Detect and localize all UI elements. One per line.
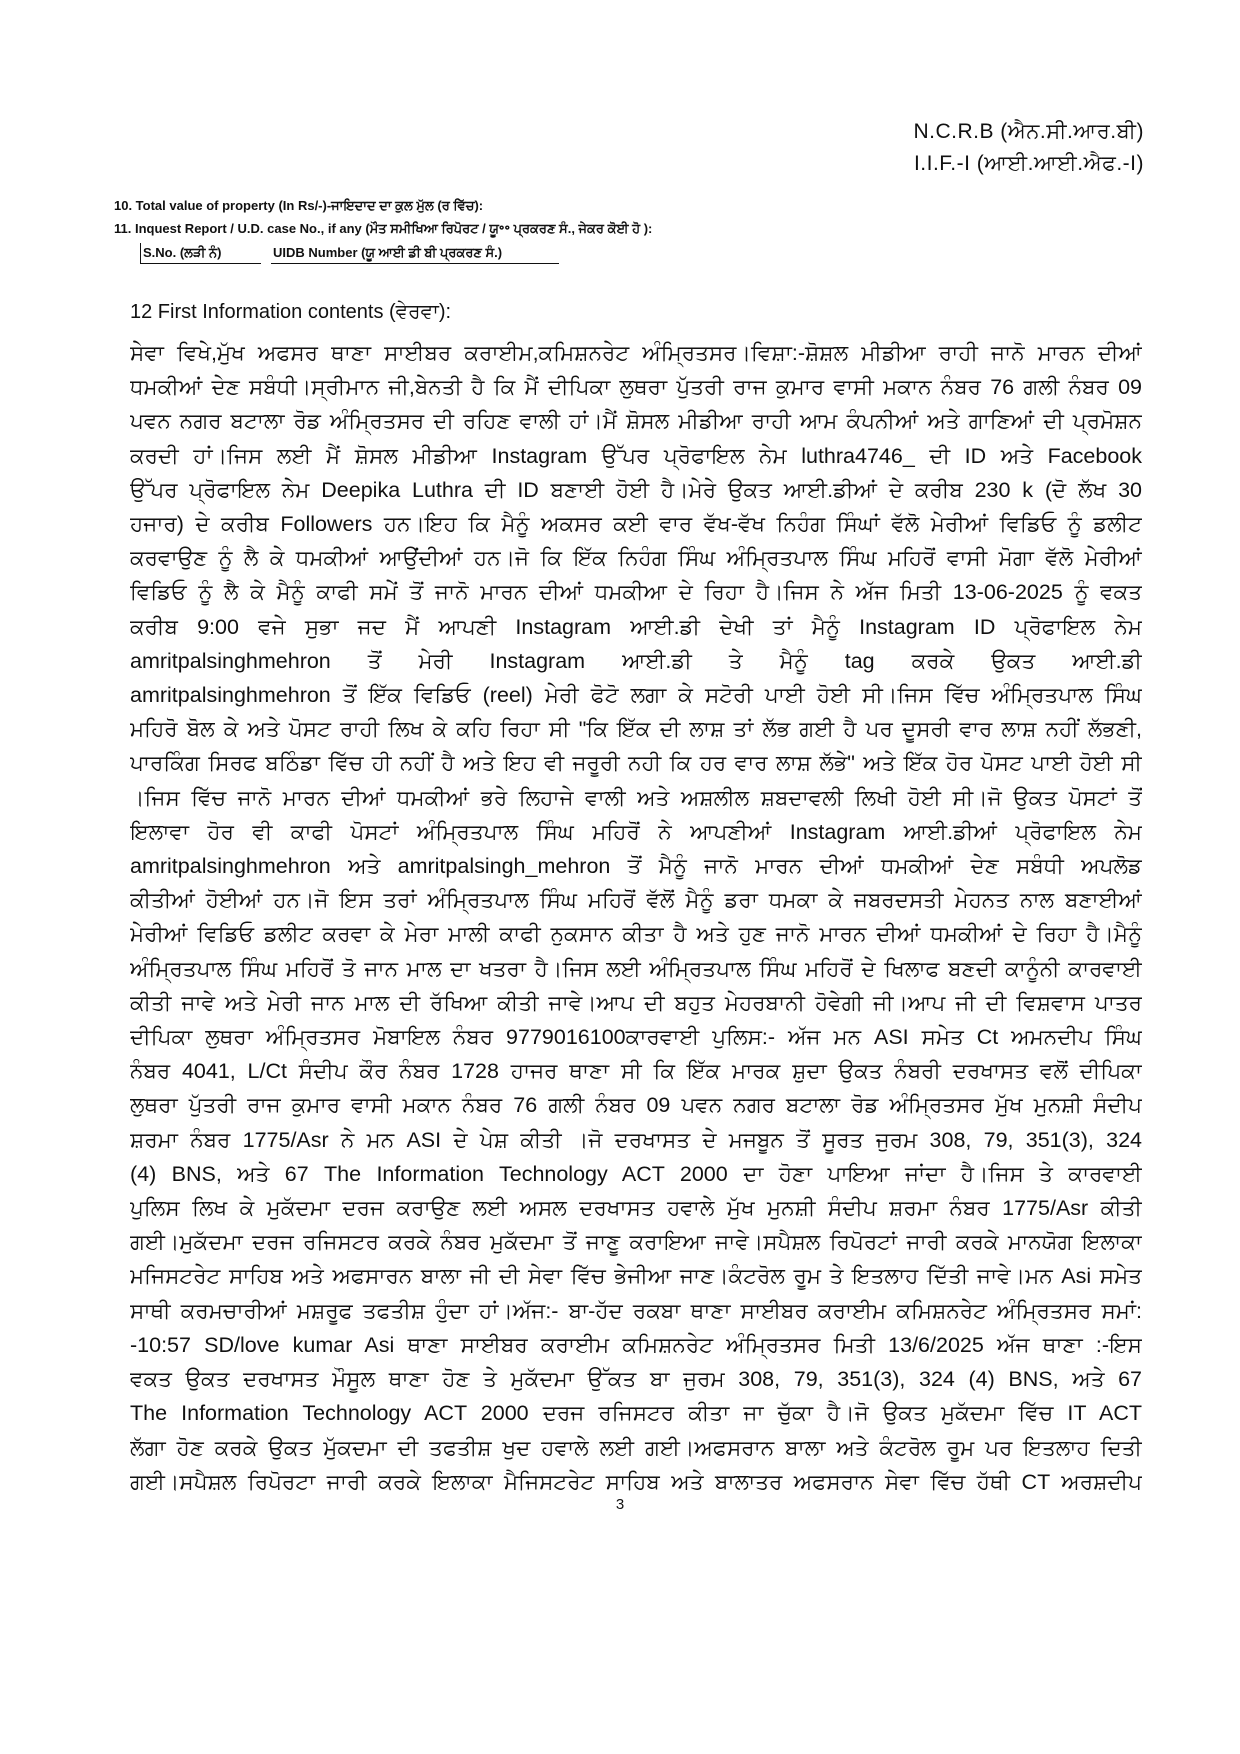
content-line: ਕਰਵਾਉਣ ਨੂੰ ਲੈ ਕੇ ਧਮਕੀਆਂ ਆਉਂਦੀਆਂ ਹਨ।ਜੋ ਕਿ ਇੱਕ ਨਿਹੰਗ ਸਿੰਘ ਅੰਮ੍ਰਿਤਪਾਲ ਸਿੰਘ ਮਹਿਰੋਂ ਵਾਸੀ ਮੋਗਾ ਵੱਲੋ ਮੇਰੀਆਂ [130, 546, 1142, 571]
content-line: ਧਮਕੀਆਂ ਦੇਣ ਸਬੰਧੀ।ਸ੍ਰੀਮਾਨ ਜੀ,ਬੇਨਤੀ ਹੈ ਕਿ ਮੈਂ ਦੀਪਿਕਾ ਲੁਥਰਾ ਪੁੱਤਰੀ ਰਾਜ ਕੁਮਾਰ ਵਾਸੀ ਮਕਾਨ ਨੰਬਰ 76 ਗਲੀ ਨੰਬਰ 09 [130, 375, 1142, 400]
content-line: ਮੇਰੀਆਂ ਵਿਡਿਓ ਡਲੀਟ ਕਰਵਾ ਕੇ ਮੇਰਾ ਮਾਲੀ ਕਾਫੀ ਨੁਕਸਾਨ ਕੀਤਾ ਹੈ ਅਤੇ ਹੁਣ ਜਾਨੋ ਮਾਰਨ ਦੀਆਂ ਧਮਕੀਆਂ ਦੇ ਰਿਹਾ ਹੈ।ਮੈਨੂੰ [130, 922, 1142, 947]
content-line: amritpalsinghmehron ਅਤੇ amritpalsingh_mehron ਤੋਂ ਮੈਨੂੰ ਜਾਨੋ ਮਾਰਨ ਦੀਆਂ ਧਮਕੀਆਂ ਦੇਣ ਸਬੰਧੀ ਅਪਲੋਡ [130, 854, 1142, 879]
property-inquest-fields [114, 194, 1134, 264]
content-line: ਕੀਤੀ ਜਾਵੇ ਅਤੇ ਮੇਰੀ ਜਾਨ ਮਾਲ ਦੀ ਰੱਖਿਆ ਕੀਤੀ ਜਾਵੇ।ਆਪ ਦੀ ਬਹੁਤ ਮੇਹਰਬਾਨੀ ਹੋਵੇਗੀ ਜੀ।ਆਪ ਜੀ ਦੀ ਵਿਸ਼ਵਾਸ ਪਾਤਰ [130, 990, 1142, 1015]
content-line: The Information Technology ACT 2000 ਦਰਜ ਰਜਿਸਟਰ ਕੀਤਾ ਜਾ ਚੁੱਕਾ ਹੈ।ਜੋ ਉਕਤ ਮੁਕੱਦਮਾ ਵਿੱਚ IT ACT [130, 1401, 1142, 1426]
sno-label: S.No. (ਲੜੀ ਨੰ) [140, 243, 261, 264]
content-line: amritpalsinghmehron ਤੋਂ ਮੇਰੀ Instagram ਆਈ.ਡੀ ਤੇ ਮੈਨੂੰ tag ਕਰਕੇ ਉਕਤ ਆਈ.ਡੀ [130, 648, 1142, 673]
first-information-body [130, 336, 1142, 1499]
content-line: ਵਕਤ ਉਕਤ ਦਰਖਾਸਤ ਮੌਸੂਲ ਥਾਣਾ ਹੋਣ ਤੇ ਮੁਕੱਦਮਾ ਉੱਕਤ ਬਾ ਜੁਰਮ 308, 79, 351(3), 324 (4) BNS, ਅਤੇ 67 [130, 1367, 1142, 1392]
content-line: ਗਈ।ਸਪੈਸ਼ਲ ਰਿਪੋਰਟਾ ਜਾਰੀ ਕਰਕੇ ਇਲਾਕਾ ਮੈਜਿਸਟਰੇਟ ਸਾਹਿਬ ਅਤੇ ਬਾਲਾਤਰ ਅਫਸਰਾਨ ਸੇਵਾ ਵਿੱਚ ਹੱਥੀ CT ਅਰਸ਼ਦੀਪ [130, 1469, 1142, 1494]
content-line: ਪਾਰਕਿੰਗ ਸਿਰਫ ਬਠਿੰਡਾ ਵਿੱਚ ਹੀ ਨਹੀਂ ਹੈ ਅਤੇ ਇਹ ਵੀ ਜਰੂਰੀ ਨਹੀ ਕਿ ਹਰ ਵਾਰ ਲਾਸ਼ ਲੱਭੇ" ਅਤੇ ਇੱਕ ਹੋਰ ਪੋਸਟ ਪਾਈ ਹੋਈ ਸੀ [130, 751, 1142, 776]
content-line: ਵਿਡਿਓ ਨੂੰ ਲੈ ਕੇ ਮੈਨੂੰ ਕਾਫੀ ਸਮੇਂ ਤੋਂ ਜਾਨੋ ਮਾਰਨ ਦੀਆਂ ਧਮਕੀਆ ਦੇ ਰਿਹਾ ਹੈ।ਜਿਸ ਨੇ ਅੱਜ ਮਿਤੀ 13-06-2025 ਨੂੰ ਵਕਤ [130, 580, 1142, 605]
content-line: ।ਜਿਸ ਵਿੱਚ ਜਾਨੋ ਮਾਰਨ ਦੀਆਂ ਧਮਕੀਆਂ ਭਰੇ ਲਿਹਾਜੇ ਵਾਲੀ ਅਤੇ ਅਸ਼ਲੀਲ ਸ਼ਬਦਾਵਲੀ ਲਿਖੀ ਹੋਈ ਸੀ।ਜੋ ਉਕਤ ਪੋਸਟਾਂ ਤੋਂ [130, 785, 1142, 810]
content-line: ਸਾਥੀ ਕਰਮਚਾਰੀਆਂ ਮਸ਼ਰੂਫ ਤਫਤੀਸ਼ ਹੁੰਦਾ ਹਾਂ।ਅੱਜ:- ਬਾ-ਹੱਦ ਰਕਬਾ ਥਾਣਾ ਸਾਈਬਰ ਕਰਾਈਮ ਕਮਿਸ਼ਨਰੇਟ ਅੰਮ੍ਰਿਤਸਰ ਸਮਾਂ: [130, 1298, 1142, 1323]
content-line: -10:57 SD/love kumar Asi ਥਾਣਾ ਸਾਈਬਰ ਕਰਾਈਮ ਕਮਿਸ਼ਨਰੇਟ ਅੰਮ੍ਰਿਤਸਰ ਮਿਤੀ 13/6/2025 ਅੱਜ ਥਾਣਾ :-ਇਸ [130, 1332, 1142, 1357]
content-line: ਸ਼ਰਮਾ ਨੰਬਰ 1775/Asr ਨੇ ਮਨ ASI ਦੇ ਪੇਸ਼ ਕੀਤੀ ।ਜੋ ਦਰਖਾਸਤ ਦੇ ਮਜਬੂਨ ਤੋਂ ਸੂਰਤ ਜੁਰਮ 308, 79, 351(3), 324 [130, 1127, 1142, 1152]
content-line: ਮਜਿਸਟਰੇਟ ਸਾਹਿਬ ਅਤੇ ਅਫਸਾਰਨ ਬਾਲਾ ਜੀ ਦੀ ਸੇਵਾ ਵਿੱਚ ਭੇਜੀਆ ਜਾਣ।ਕੰਟਰੋਲ ਰੂਮ ਤੇ ਇਤਲਾਹ ਦਿੱਤੀ ਜਾਵੇ।ਮਨ Asi ਸਮੇਤ [130, 1264, 1142, 1289]
field-inquest-report: 11. Inquest Report / U.D. case No., if any (ਮੌਤ ਸਮੀਖਿਆ ਰਿਪੋਰਟ / ਯੂ॰॰ ਪ੍ਰਕਰਣ ਸੰ., ਜੇਕਰ ਕੋਈ ਹੋ ): [114, 221, 653, 236]
content-line: ਦੀਪਿਕਾ ਲੁਥਰਾ ਅੰਮ੍ਰਿਤਸਰ ਮੋਬਾਇਲ ਨੰਬਰ 9779016100ਕਾਰਵਾਈ ਪੁਲਿਸ:- ਅੱਜ ਮਨ ASI ਸਮੇਤ Ct ਅਮਨਦੀਪ ਸਿੰਘ [130, 1025, 1142, 1050]
content-line: ਪਵਨ ਨਗਰ ਬਟਾਲਾ ਰੋਡ ਅੰਮ੍ਰਿਤਸਰ ਦੀ ਰਹਿਣ ਵਾਲੀ ਹਾਂ।ਮੈਂ ਸ਼ੋਸਲ ਮੀਡੀਆ ਰਾਹੀ ਆਮ ਕੰਪਨੀਆਂ ਅਤੇ ਗਾਣਿਆਂ ਦੀ ਪ੍ਰਮੋਸ਼ਨ [130, 409, 1142, 434]
content-line: ਸੇਵਾ ਵਿਖੇ,ਮੁੱਖ ਅਫਸਰ ਥਾਣਾ ਸਾਈਬਰ ਕਰਾਈਮ,ਕਮਿਸ਼ਨਰੇਟ ਅੰਮ੍ਰਿਤਸਰ।ਵਿਸ਼ਾ:-ਸ਼ੋਸ਼ਲ ਮੀਡੀਆ ਰਾਹੀ ਜਾਨੋ ਮਾਰਨ ਦੀਆਂ [130, 341, 1142, 365]
inquest-subtable [140, 243, 1134, 264]
uidb-number-label: UIDB Number (ਯੂ ਆਈ ਡੀ ਬੀ ਪ੍ਰਕਰਣ ਸੰ.) [271, 243, 559, 264]
content-line: ਲੱਗਾ ਹੋਣ ਕਰਕੇ ਉਕਤ ਮੁੱਕਦਮਾ ਦੀ ਤਫਤੀਸ਼ ਖੁਦ ਹਵਾਲੇ ਲਈ ਗਈ।ਅਫਸਰਾਨ ਬਾਲਾ ਅਤੇ ਕੰਟਰੋਲ ਰੂਮ ਪਰ ਇਤਲਾਹ ਦਿਤੀ [130, 1435, 1142, 1460]
content-line: ਉੱਪਰ ਪ੍ਰੋਫਾਇਲ ਨੇਮ Deepika Luthra ਦੀ ID ਬਣਾਈ ਹੋਈ ਹੈ।ਮੇਰੇ ਉਕਤ ਆਈ.ਡੀਆਂ ਦੇ ਕਰੀਬ 230 k (ਦੋ ਲੱਖ 30 [130, 477, 1142, 502]
content-line: ਮਹਿਰੋ ਬੋਲ ਕੇ ਅਤੇ ਪੋਸਟ ਰਾਹੀ ਲਿਖ ਕੇ ਕਹਿ ਰਿਹਾ ਸੀ "ਕਿ ਇੱਕ ਦੀ ਲਾਸ਼ ਤਾਂ ਲੱਭ ਗਈ ਹੈ ਪਰ ਦੂਸਰੀ ਵਾਰ ਲਾਸ਼ ਨਹੀਂ ਲੱਭਣੀ, [130, 717, 1142, 742]
content-line: (4) BNS, ਅਤੇ 67 The Information Technology ACT 2000 ਦਾ ਹੋਣਾ ਪਾਇਆ ਜਾਂਦਾ ਹੈ।ਜਿਸ ਤੇ ਕਾਰਵਾਈ [130, 1161, 1142, 1186]
header-iif: I.I.F.-I (ਆਈ.ਆਈ.ਐਫ.-I) [913, 152, 1144, 175]
form-header [913, 116, 1144, 180]
content-line: ਪੁਲਿਸ ਲਿਖ ਕੇ ਮੁਕੱਦਮਾ ਦਰਜ ਕਰਾਉਣ ਲਈ ਅਸਲ ਦਰਖਾਸਤ ਹਵਾਲੇ ਮੁੱਖ ਮੁਨਸ਼ੀ ਸੰਦੀਪ ਸ਼ਰਮਾ ਨੰਬਰ 1775/Asr ਕੀਤੀ [130, 1196, 1142, 1221]
content-line: ਅੰਮ੍ਰਿਤਪਾਲ ਸਿੰਘ ਮਹਿਰੋਂ ਤੋ ਜਾਨ ਮਾਲ ਦਾ ਖਤਰਾ ਹੈ।ਜਿਸ ਲਈ ਅੰਮ੍ਰਿਤਪਾਲ ਸਿੰਘ ਮਹਿਰੋਂ ਦੇ ਖਿਲਾਫ ਬਣਦੀ ਕਾਨੂੰਨੀ ਕਾਰਵਾਈ [130, 956, 1142, 981]
content-line: ਗਈ।ਮੁਕੱਦਮਾ ਦਰਜ ਰਜਿਸਟਰ ਕਰਕੇ ਨੰਬਰ ਮੁਕੱਦਮਾ ਤੋਂ ਜਾਣੂ ਕਰਾਇਆ ਜਾਵੇ।ਸਪੈਸ਼ਲ ਰਿਪੋਰਟਾਂ ਜਾਰੀ ਕਰਕੇ ਮਾਨਯੋਗ ਇਲਾਕਾ [130, 1230, 1142, 1255]
content-line: ਕੀਤੀਆਂ ਹੋਈਆਂ ਹਨ।ਜੋ ਇਸ ਤਰਾਂ ਅੰਮ੍ਰਿਤਪਾਲ ਸਿੰਘ ਮਹਿਰੋਂ ਵੱਲੋਂ ਮੈਨੂੰ ਡਰਾ ਧਮਕਾ ਕੇ ਜਬਰਦਸਤੀ ਮੇਹਨਤ ਨਾਲ ਬਣਾਈਆਂ [130, 888, 1142, 913]
content-line: ਲੁਥਰਾ ਪੁੱਤਰੀ ਰਾਜ ਕੁਮਾਰ ਵਾਸੀ ਮਕਾਨ ਨੰਬਰ 76 ਗਲੀ ਨੰਬਰ 09 ਪਵਨ ਨਗਰ ਬਟਾਲਾ ਰੋਡ ਅੰਮ੍ਰਿਤਸਰ ਮੁੱਖ ਮੁਨਸ਼ੀ ਸੰਦੀਪ [130, 1093, 1142, 1118]
content-line: ਕਰਦੀ ਹਾਂ।ਜਿਸ ਲਈ ਮੈਂ ਸ਼ੋਸਲ ਮੀਡੀਆ Instagram ਉੱਪਰ ਪ੍ਰੋਫਾਇਲ ਨੇਮ luthra4746_ ਦੀ ID ਅਤੇ Facebook [130, 443, 1142, 468]
header-ncrb: N.C.R.B (ਐਨ.ਸੀ.ਆਰ.ਬੀ) [913, 120, 1144, 143]
first-information-heading: 12 First Information contents (ਵੇਰਵਾ): [130, 301, 452, 323]
content-line: ਹਜਾਰ) ਦੇ ਕਰੀਬ Followers ਹਨ।ਇਹ ਕਿ ਮੈਨੂੰ ਅਕਸਰ ਕਈ ਵਾਰ ਵੱਖ-ਵੱਖ ਨਿਹੰਗ ਸਿੰਘਾਂ ਵੱਲੋ ਮੇਰੀਆਂ ਵਿਡਿਓ ਨੂੰ ਡਲੀਟ [130, 512, 1142, 537]
content-line: ਇਲਾਵਾ ਹੋਰ ਵੀ ਕਾਫੀ ਪੋਸਟਾਂ ਅੰਮ੍ਰਿਤਪਾਲ ਸਿੰਘ ਮਹਿਰੋਂ ਨੇ ਆਪਣੀਆਂ Instagram ਆਈ.ਡੀਆਂ ਪ੍ਰੋਫਾਇਲ ਨੇਮ [130, 819, 1142, 844]
content-line: amritpalsinghmehron ਤੋਂ ਇੱਕ ਵਿਡਿਓ (reel) ਮੇਰੀ ਫੋਟੋ ਲਗਾ ਕੇ ਸਟੋਰੀ ਪਾਈ ਹੋਈ ਸੀ।ਜਿਸ ਵਿੱਚ ਅੰਮ੍ਰਿਤਪਾਲ ਸਿੰਘ [130, 683, 1142, 708]
content-line: ਕਰੀਬ 9:00 ਵਜੇ ਸੁਭਾ ਜਦ ਮੈਂ ਆਪਣੀ Instagram ਆਈ.ਡੀ ਦੇਖੀ ਤਾਂ ਮੈਨੂੰ Instagram ID ਪ੍ਰੋਫਾਇਲ ਨੇਮ [130, 614, 1142, 639]
content-line: ਨੰਬਰ 4041, L/Ct ਸੰਦੀਪ ਕੌਰ ਨੰਬਰ 1728 ਹਾਜਰ ਥਾਣਾ ਸੀ ਕਿ ਇੱਕ ਮਾਰਕ ਸ਼ੁਦਾ ਉਕਤ ਨੰਬਰੀ ਦਰਖਾਸਤ ਵਲੋਂ ਦੀਪਿਕਾ [130, 1059, 1142, 1084]
page-number: 3 [615, 1496, 625, 1513]
field-total-property-value: 10. Total value of property (In Rs/-)-ਜਾਇਦਾਦ ਦਾ ਕੁਲ ਮੁੱਲ (ਰ ਵਿੱਚ): [114, 198, 484, 213]
